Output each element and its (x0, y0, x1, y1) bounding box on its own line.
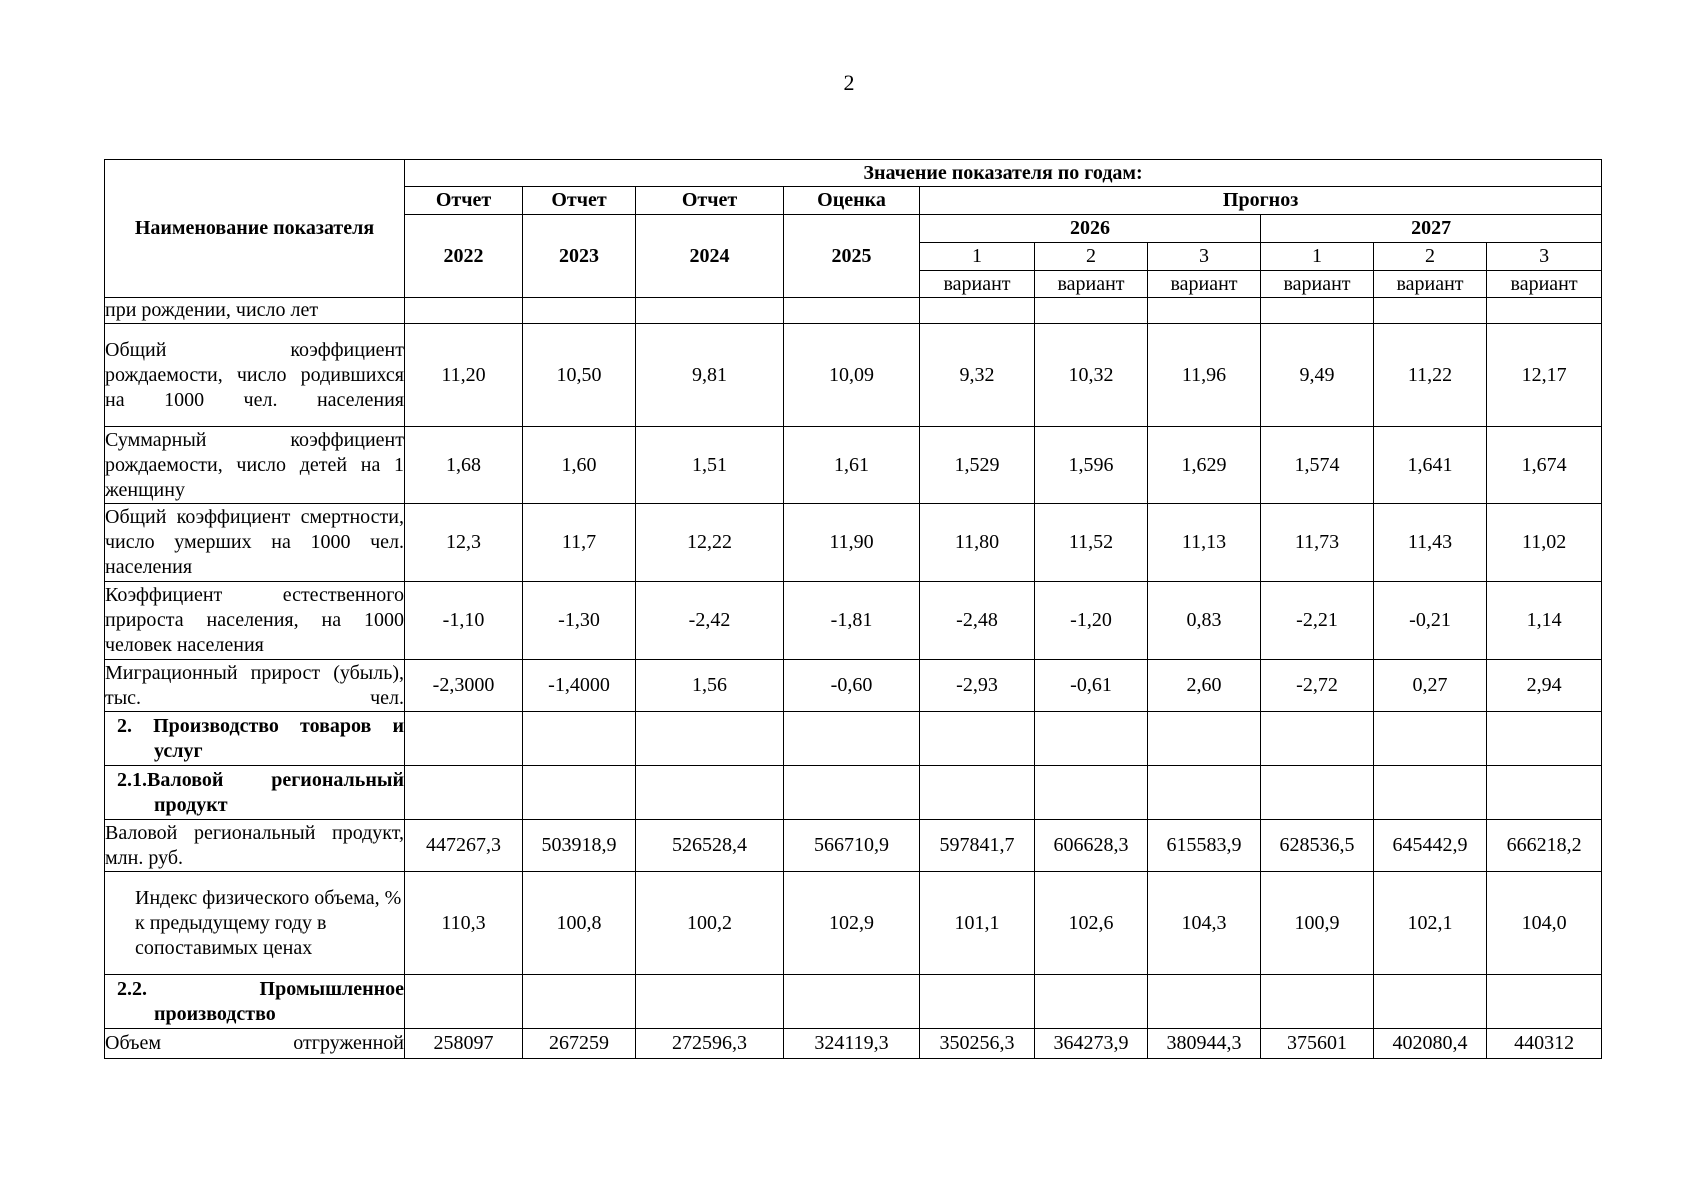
value-cell: 0,83 (1148, 582, 1261, 660)
indicator-name: Индекс физического объема, % к предыдущему году в сопоставимых ценах (105, 872, 405, 975)
value-cell: 1,529 (920, 427, 1035, 504)
value-cell: -1,30 (523, 582, 636, 660)
value-cell: 402080,4 (1374, 1029, 1487, 1059)
value-cell: 272596,3 (636, 1029, 784, 1059)
value-cell (920, 298, 1035, 324)
value-cell: 101,1 (920, 872, 1035, 975)
value-cell (1487, 298, 1602, 324)
value-cell: 380944,3 (1148, 1029, 1261, 1059)
value-cell (1035, 975, 1148, 1029)
value-cell: 102,9 (784, 872, 920, 975)
variant-word: вариант (1487, 271, 1602, 298)
value-cell (636, 712, 784, 766)
value-cell: 11,96 (1148, 324, 1261, 427)
value-cell (636, 298, 784, 324)
value-cell (784, 766, 920, 820)
value-cell: 324119,3 (784, 1029, 920, 1059)
value-cell: 1,56 (636, 660, 784, 712)
value-cell: 1,641 (1374, 427, 1487, 504)
header-report-2024: Отчет (636, 187, 784, 215)
value-cell: -2,72 (1261, 660, 1374, 712)
table-row (105, 1029, 1602, 1059)
value-cell: 102,1 (1374, 872, 1487, 975)
value-cell: 566710,9 (784, 820, 920, 872)
value-cell (1148, 766, 1261, 820)
variant-num: 3 (1148, 243, 1261, 271)
indicator-name: 2. Производство товаров и услуг (105, 712, 405, 766)
value-cell: -1,81 (784, 582, 920, 660)
value-cell: 100,2 (636, 872, 784, 975)
value-cell: 11,90 (784, 504, 920, 582)
page-number: 2 (843, 70, 855, 95)
value-cell (920, 766, 1035, 820)
value-cell: 503918,9 (523, 820, 636, 872)
value-cell: 11,80 (920, 504, 1035, 582)
value-cell (1374, 298, 1487, 324)
table-row (105, 712, 1602, 766)
value-cell: -2,21 (1261, 582, 1374, 660)
value-cell: 1,51 (636, 427, 784, 504)
value-cell: 104,0 (1487, 872, 1602, 975)
value-cell: -2,93 (920, 660, 1035, 712)
value-cell: 11,13 (1148, 504, 1261, 582)
value-cell: 0,27 (1374, 660, 1487, 712)
variant-word: вариант (1148, 271, 1261, 298)
variant-num: 1 (920, 243, 1035, 271)
value-cell (920, 712, 1035, 766)
value-cell (1148, 298, 1261, 324)
value-cell: 9,81 (636, 324, 784, 427)
value-cell: 628536,5 (1261, 820, 1374, 872)
variant-word: вариант (1261, 271, 1374, 298)
header-name-column: Наименование показателя (105, 160, 405, 298)
variant-num: 3 (1487, 243, 1602, 271)
value-cell (1374, 766, 1487, 820)
value-cell (1261, 712, 1374, 766)
value-cell: -2,3000 (405, 660, 523, 712)
value-cell: 606628,3 (1035, 820, 1148, 872)
indicator-name: 2.1.Валовой региональный продукт (105, 766, 405, 820)
indicator-name: Общий коэффициент рождаемости, число родившихся на 1000 чел. населения (105, 324, 405, 427)
value-cell: 11,73 (1261, 504, 1374, 582)
value-cell: 2,60 (1148, 660, 1261, 712)
value-cell: 350256,3 (920, 1029, 1035, 1059)
header-year-2022: 2022 (405, 215, 523, 298)
value-cell (405, 975, 523, 1029)
value-cell: -0,21 (1374, 582, 1487, 660)
value-cell: 375601 (1261, 1029, 1374, 1059)
header-year-2026: 2026 (920, 215, 1261, 243)
value-cell: 11,43 (1374, 504, 1487, 582)
value-cell (1035, 766, 1148, 820)
indicator-name: Суммарный коэффициент рождаемости, число детей на 1 женщину (105, 427, 405, 504)
indicator-name: Объем отгруженной (105, 1029, 405, 1059)
value-cell: 100,8 (523, 872, 636, 975)
indicator-name: Валовой региональный продукт, млн. руб. (105, 820, 405, 872)
value-cell (405, 766, 523, 820)
value-cell: 10,09 (784, 324, 920, 427)
table-row (105, 298, 1602, 324)
value-cell (1261, 298, 1374, 324)
value-cell (1035, 712, 1148, 766)
value-cell: -0,60 (784, 660, 920, 712)
table-row (105, 427, 1602, 504)
value-cell (920, 975, 1035, 1029)
value-cell: 11,52 (1035, 504, 1148, 582)
value-cell: 1,674 (1487, 427, 1602, 504)
value-cell (784, 975, 920, 1029)
value-cell: 1,68 (405, 427, 523, 504)
value-cell: 104,3 (1148, 872, 1261, 975)
value-cell (405, 298, 523, 324)
value-cell: 258097 (405, 1029, 523, 1059)
value-cell (1487, 712, 1602, 766)
value-cell: 11,20 (405, 324, 523, 427)
value-cell: 267259 (523, 1029, 636, 1059)
value-cell: 1,596 (1035, 427, 1148, 504)
value-cell (1487, 766, 1602, 820)
value-cell: 364273,9 (1035, 1029, 1148, 1059)
value-cell: 447267,3 (405, 820, 523, 872)
value-cell (1261, 975, 1374, 1029)
value-cell: 1,61 (784, 427, 920, 504)
value-cell: 666218,2 (1487, 820, 1602, 872)
variant-word: вариант (1374, 271, 1487, 298)
indicators-table (104, 159, 1602, 1059)
value-cell: 2,94 (1487, 660, 1602, 712)
variant-num: 2 (1035, 243, 1148, 271)
value-cell: 645442,9 (1374, 820, 1487, 872)
indicator-name: 2.2. Промышленное производство (105, 975, 405, 1029)
value-cell: 11,02 (1487, 504, 1602, 582)
variant-num: 2 (1374, 243, 1487, 271)
value-cell: 1,574 (1261, 427, 1374, 504)
value-cell: -2,42 (636, 582, 784, 660)
header-year-2025: 2025 (784, 215, 920, 298)
indicator-name: Коэффициент естественного прироста населения, на 1000 человек населения (105, 582, 405, 660)
value-cell: 440312 (1487, 1029, 1602, 1059)
variant-word: вариант (1035, 271, 1148, 298)
value-cell: 1,60 (523, 427, 636, 504)
table-row (105, 324, 1602, 427)
indicator-name: Общий коэффициент смертности, число умерших на 1000 чел. населения (105, 504, 405, 582)
value-cell (523, 712, 636, 766)
value-cell: 9,32 (920, 324, 1035, 427)
header-values-by-years: Значение показателя по годам: (405, 160, 1602, 187)
value-cell: 10,50 (523, 324, 636, 427)
value-cell (1487, 975, 1602, 1029)
value-cell (1374, 712, 1487, 766)
value-cell (523, 975, 636, 1029)
value-cell (523, 298, 636, 324)
value-cell (1148, 712, 1261, 766)
indicator-name: Миграционный прирост (убыль), тыс. чел. (105, 660, 405, 712)
value-cell (1148, 975, 1261, 1029)
value-cell: 526528,4 (636, 820, 784, 872)
value-cell: 597841,7 (920, 820, 1035, 872)
header-forecast: Прогноз (920, 187, 1602, 215)
value-cell: 615583,9 (1148, 820, 1261, 872)
value-cell: 110,3 (405, 872, 523, 975)
value-cell: 100,9 (1261, 872, 1374, 975)
header-year-2023: 2023 (523, 215, 636, 298)
value-cell: 9,49 (1261, 324, 1374, 427)
value-cell (523, 766, 636, 820)
value-cell: 10,32 (1035, 324, 1148, 427)
header-report-2022: Отчет (405, 187, 523, 215)
value-cell: 1,14 (1487, 582, 1602, 660)
value-cell (1374, 975, 1487, 1029)
header-year-2024: 2024 (636, 215, 784, 298)
table-row (105, 975, 1602, 1029)
table-row (105, 766, 1602, 820)
indicator-name: при рождении, число лет (105, 298, 405, 324)
variant-num: 1 (1261, 243, 1374, 271)
value-cell: 12,3 (405, 504, 523, 582)
value-cell (636, 766, 784, 820)
value-cell: 12,22 (636, 504, 784, 582)
header-estimate: Оценка (784, 187, 920, 215)
variant-word: вариант (920, 271, 1035, 298)
value-cell (636, 975, 784, 1029)
value-cell (405, 712, 523, 766)
table-body (105, 298, 1602, 1059)
table-row (105, 872, 1602, 975)
header-report-2023: Отчет (523, 187, 636, 215)
value-cell (1261, 766, 1374, 820)
header-year-2027: 2027 (1261, 215, 1602, 243)
table-row (105, 504, 1602, 582)
value-cell: 1,629 (1148, 427, 1261, 504)
table-row (105, 582, 1602, 660)
value-cell: -1,20 (1035, 582, 1148, 660)
value-cell: -2,48 (920, 582, 1035, 660)
value-cell (784, 712, 920, 766)
value-cell: 12,17 (1487, 324, 1602, 427)
value-cell: 11,7 (523, 504, 636, 582)
value-cell: 11,22 (1374, 324, 1487, 427)
value-cell (1035, 298, 1148, 324)
table-row (105, 660, 1602, 712)
value-cell (784, 298, 920, 324)
value-cell: -1,10 (405, 582, 523, 660)
table-row (105, 820, 1602, 872)
value-cell: 102,6 (1035, 872, 1148, 975)
value-cell: -0,61 (1035, 660, 1148, 712)
value-cell: -1,4000 (523, 660, 636, 712)
